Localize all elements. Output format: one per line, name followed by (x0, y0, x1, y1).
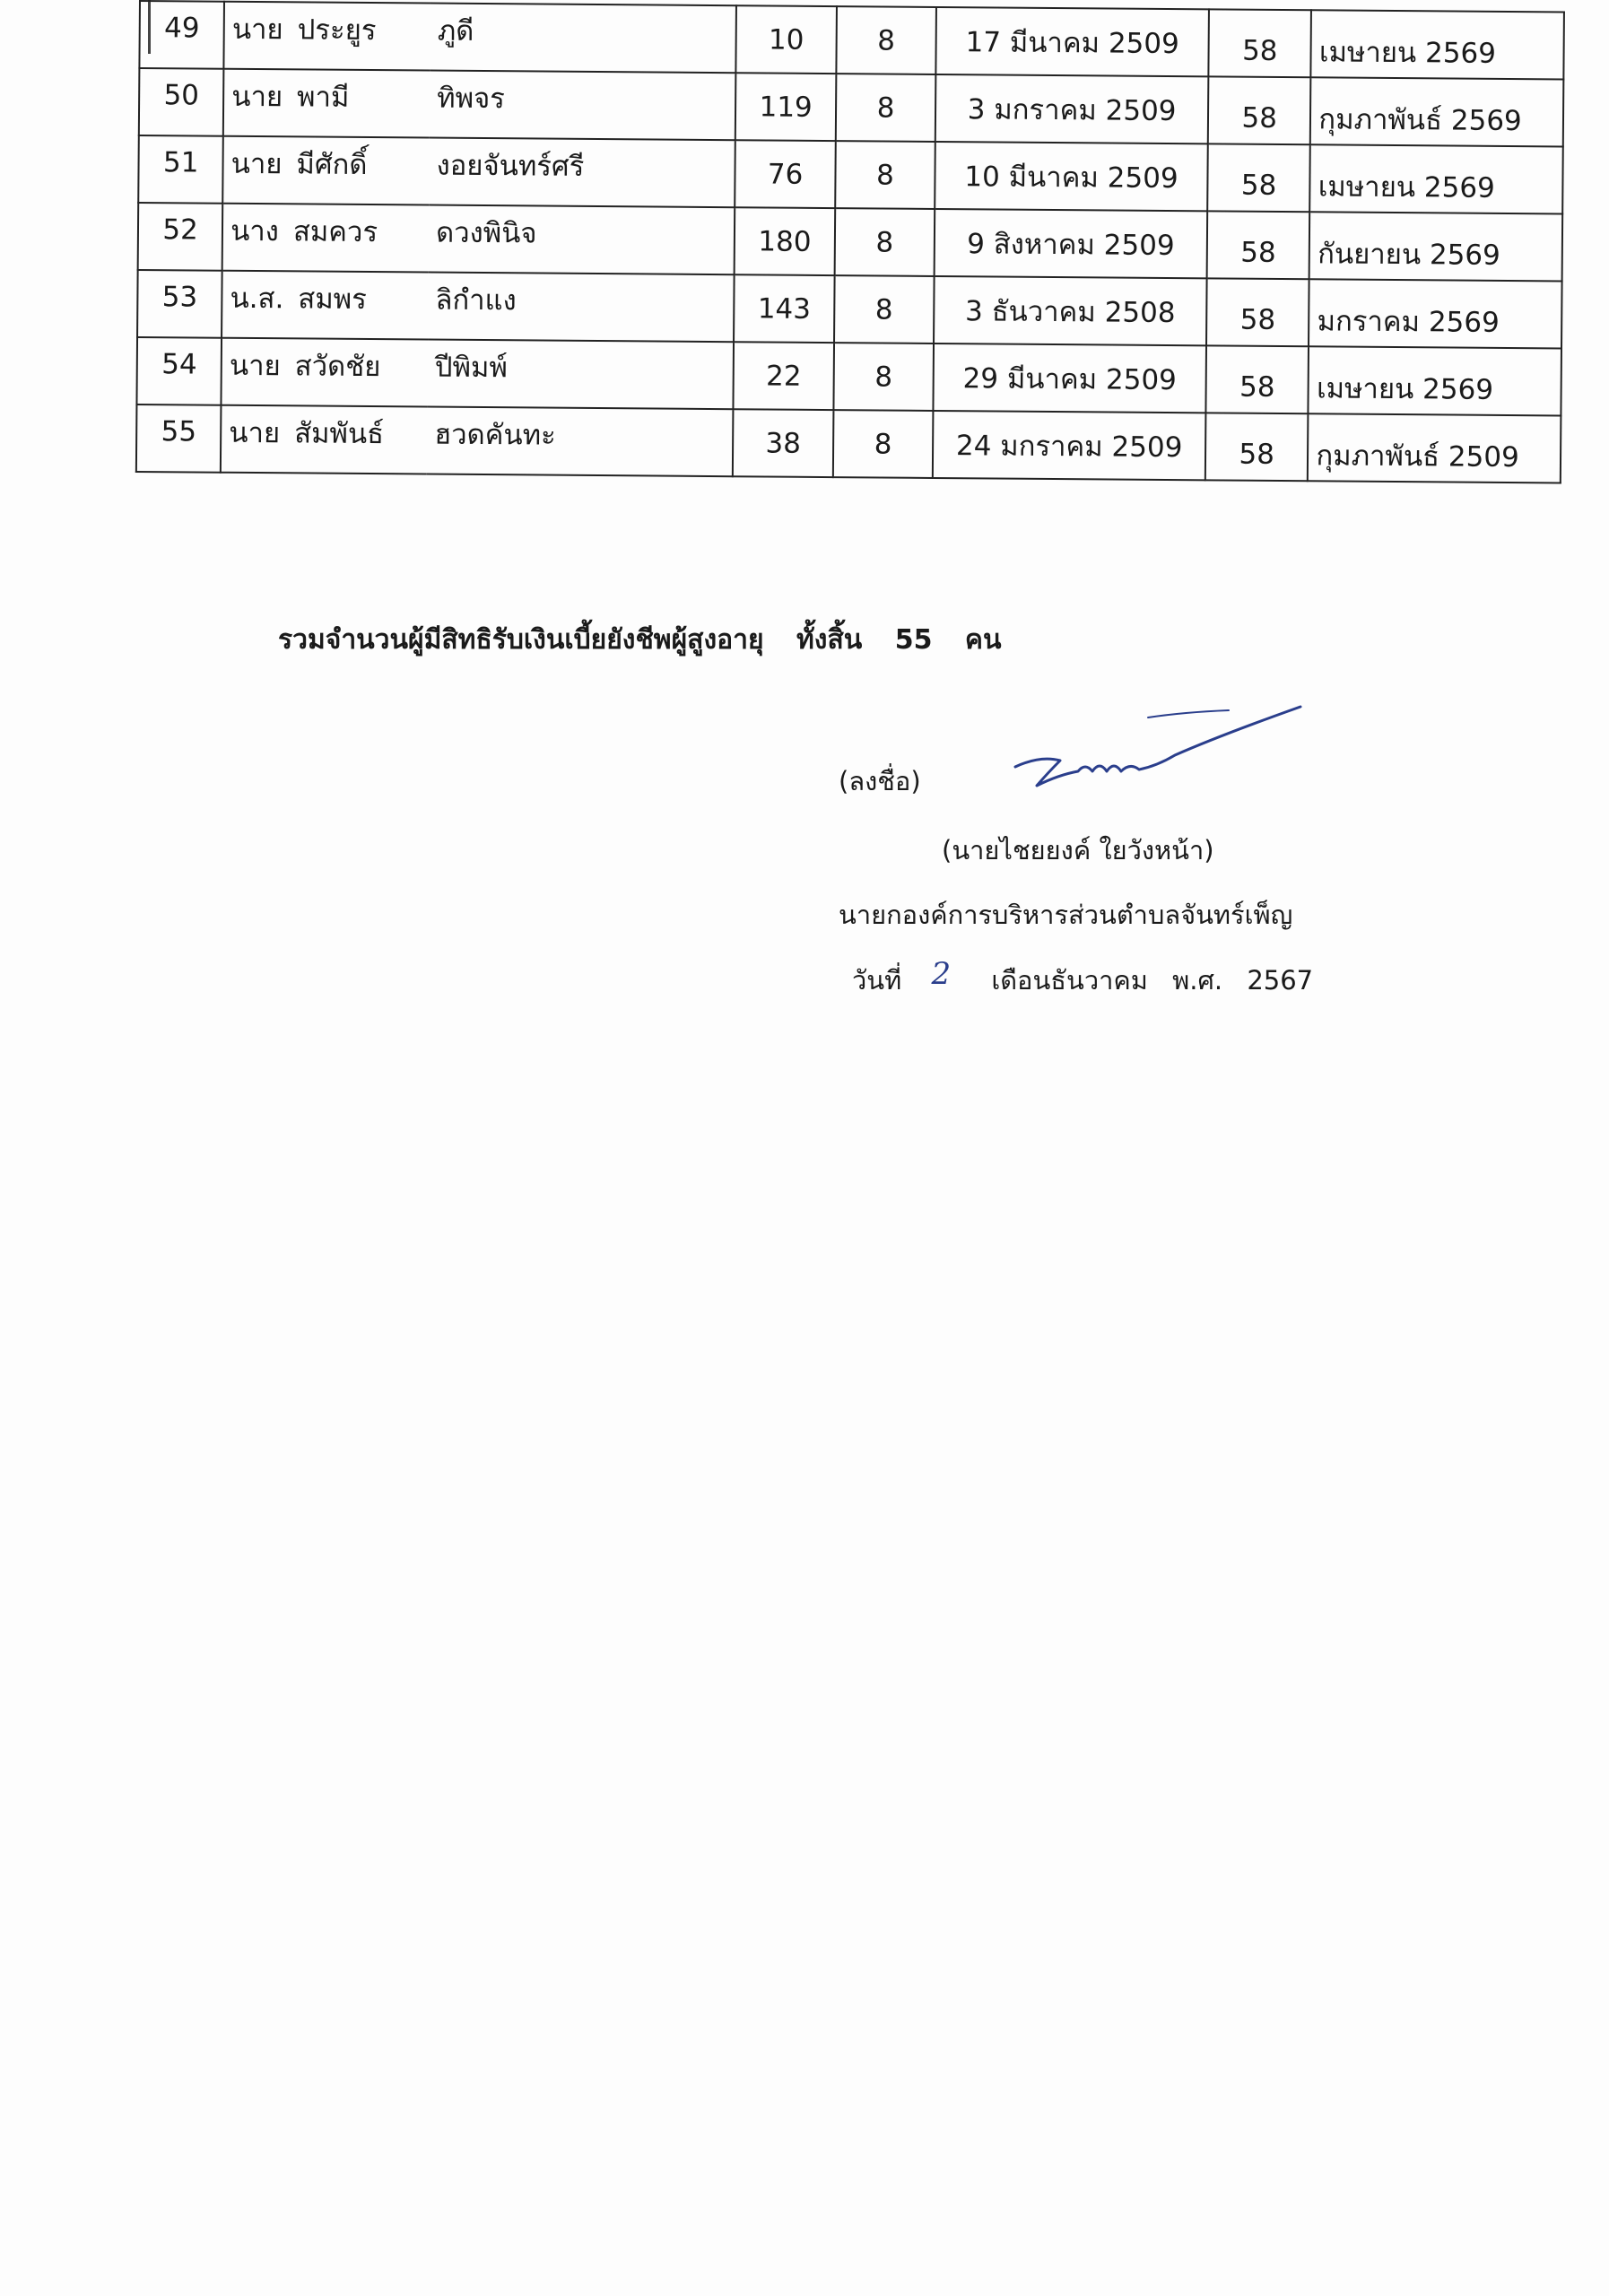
row-age-text: 58 (1241, 34, 1278, 67)
first-name: ประยูร (297, 13, 377, 47)
row-age-text: 58 (1240, 236, 1276, 269)
row-start-month (1310, 77, 1563, 146)
first-name: มีศักดิ์ (296, 147, 368, 181)
row-birth-date (935, 142, 1207, 211)
row-age (1205, 345, 1309, 413)
row-house-no-text: 180 (758, 224, 812, 258)
row-no (138, 135, 223, 204)
row-birth-date (934, 344, 1206, 413)
row-surname-text: ลิกำแง (435, 283, 517, 317)
row-surname (429, 205, 735, 275)
row-no (137, 270, 222, 338)
row-start-month (1311, 10, 1564, 79)
row-no (136, 404, 222, 473)
row-no (136, 337, 222, 405)
elderly-allowance-table (135, 0, 1565, 483)
row-surname-text: ทิพจร (437, 82, 506, 115)
row-surname-text: ปีพิมพ์ (434, 351, 508, 384)
row-no-text: 49 (163, 11, 200, 45)
signature-date (852, 956, 1314, 1001)
row-no-text: 52 (162, 213, 198, 247)
row-age (1208, 76, 1311, 144)
name-title: นาง (230, 214, 280, 248)
row-house-no-text: 119 (759, 90, 813, 124)
row-name (221, 405, 427, 474)
date-year: 2567 (1247, 965, 1314, 996)
row-birth-date-text: 24 มกราคม 2509 (955, 429, 1183, 464)
row-start-month-text: มกราคม 2569 (1317, 304, 1500, 339)
row-surname-text: งอยจันทร์ศรี (436, 149, 585, 183)
table-row (138, 203, 1563, 281)
row-moo-text: 8 (877, 23, 896, 57)
row-no (139, 1, 224, 69)
signer-position: นายกองค์การบริหารส่วนตำบลจันทร์เพ็ญ (839, 900, 1293, 930)
row-birth-date-text: 17 มีนาคม 2509 (965, 25, 1179, 60)
row-moo (836, 6, 936, 74)
summary-label: รวมจำนวนผู้มีสิทธิรับเงินเบี้ยยังชีพผู้สูงอายุ (278, 624, 764, 656)
row-birth-date (936, 7, 1209, 76)
row-house-no-text: 143 (757, 291, 812, 326)
row-house-no (734, 274, 834, 343)
row-start-month (1309, 212, 1562, 281)
row-no-text: 53 (161, 280, 198, 314)
name-title: นาย (231, 80, 283, 113)
row-surname (430, 71, 736, 141)
row-age (1206, 278, 1309, 346)
row-house-no-text: 76 (767, 158, 804, 191)
row-house-no-text: 38 (765, 427, 802, 460)
row-surname (427, 407, 734, 477)
name-title: นาย (230, 147, 283, 180)
row-birth-date (934, 276, 1206, 345)
name-title: น.ส. (230, 282, 284, 315)
row-house-no (735, 207, 835, 275)
row-no-text: 50 (163, 78, 200, 112)
row-house-no (735, 73, 836, 141)
row-moo (834, 208, 935, 276)
row-moo-text: 8 (875, 158, 894, 192)
row-no-text: 55 (161, 414, 197, 448)
row-age (1207, 211, 1310, 279)
summary-line (278, 619, 1025, 661)
row-no (139, 68, 224, 136)
row-birth-date-text: 3 ธันวาคม 2508 (964, 294, 1176, 329)
summary-total-label: ทั้งสิ้น (796, 624, 863, 656)
row-birth-date-text: 10 มีนาคม 2509 (964, 160, 1178, 195)
row-start-month (1309, 279, 1561, 348)
name-title: นาย (229, 349, 281, 382)
row-age (1207, 144, 1310, 212)
row-house-no (734, 342, 834, 410)
row-age-text: 58 (1240, 169, 1277, 202)
row-age-text: 58 (1239, 370, 1275, 404)
row-no-text: 54 (161, 347, 197, 381)
row-start-month (1308, 413, 1561, 483)
row-surname (428, 273, 735, 343)
row-moo (836, 74, 936, 142)
row-surname-text: ดวงพินิจ (435, 216, 537, 249)
row-surname (430, 4, 736, 74)
row-birth-date-text: 9 สิงหาคม 2509 (967, 227, 1175, 262)
row-start-month-text: กันยายน 2569 (1318, 237, 1500, 272)
row-start-month (1309, 346, 1561, 415)
row-moo-text: 8 (874, 292, 893, 326)
row-no-text: 51 (162, 145, 199, 179)
table-row (136, 404, 1561, 483)
row-start-month-text: เมษายน 2569 (1318, 170, 1495, 204)
first-name: สัมพันธ์ (294, 416, 385, 450)
row-moo-text: 8 (874, 360, 893, 394)
row-birth-date-text: 29 มีนาคม 2509 (962, 361, 1178, 396)
table-row (139, 68, 1564, 146)
row-moo (835, 141, 935, 209)
row-house-no-text: 10 (768, 23, 804, 57)
row-house-no-text: 22 (765, 360, 802, 393)
row-age-text: 58 (1239, 438, 1275, 471)
row-age-text: 58 (1239, 303, 1276, 336)
summary-count: 55 (894, 624, 933, 656)
row-name (222, 338, 428, 407)
row-birth-date (935, 209, 1207, 278)
table-row (136, 337, 1561, 415)
first-name: พามี (296, 80, 350, 114)
row-moo (833, 343, 934, 411)
row-name (222, 204, 429, 273)
first-name: สวัดชัย (294, 349, 381, 383)
row-age (1208, 9, 1311, 77)
row-surname (429, 138, 735, 208)
row-name (223, 69, 430, 138)
row-name (222, 136, 429, 205)
handwritten-signature (1005, 700, 1309, 807)
date-month: เดือนธันวาคม (991, 965, 1148, 996)
row-name (222, 271, 428, 340)
row-birth-date-text: 3 มกราคม 2509 (967, 92, 1177, 127)
row-moo (833, 410, 934, 478)
name-title: นาย (231, 13, 283, 46)
row-moo-text: 8 (874, 427, 892, 461)
date-era: พ.ศ. (1172, 965, 1223, 996)
signer-name: (นายไชยยงค์ ใยวังหน้า) (942, 835, 1214, 865)
row-start-month-text: เมษายน 2569 (1318, 35, 1497, 70)
row-start-month (1310, 144, 1563, 213)
row-moo (834, 275, 935, 344)
row-moo-text: 8 (875, 225, 894, 259)
row-house-no (736, 5, 837, 74)
table-row (137, 270, 1562, 348)
row-surname-text: ฮวดคันทะ (434, 418, 556, 452)
row-moo-text: 8 (876, 91, 895, 125)
row-house-no (735, 140, 836, 208)
date-prefix: วันที่ (852, 965, 902, 996)
signature-label: (ลงชื่อ) (839, 766, 921, 796)
row-age-text: 58 (1241, 101, 1278, 135)
row-birth-date (935, 74, 1208, 144)
row-house-no (733, 409, 833, 477)
first-name: สมพร (298, 282, 367, 316)
row-start-month-text: กุมภาพันธ์ 2569 (1318, 102, 1522, 137)
row-name (224, 2, 431, 71)
summary-unit: คน (964, 624, 1002, 656)
table-row (138, 135, 1563, 213)
row-surname (428, 340, 735, 410)
row-start-month-text: เมษายน 2569 (1316, 371, 1494, 406)
row-surname-text: ภูดี (437, 14, 474, 48)
date-day-handwritten: 2 (931, 956, 952, 992)
row-no (138, 203, 223, 271)
name-title: นาย (229, 416, 281, 449)
row-birth-date (933, 411, 1205, 480)
row-start-month-text: กุมภาพันธ์ 2509 (1316, 439, 1519, 474)
first-name: สมควร (292, 214, 378, 248)
row-age (1205, 413, 1309, 481)
table-row (139, 1, 1564, 79)
